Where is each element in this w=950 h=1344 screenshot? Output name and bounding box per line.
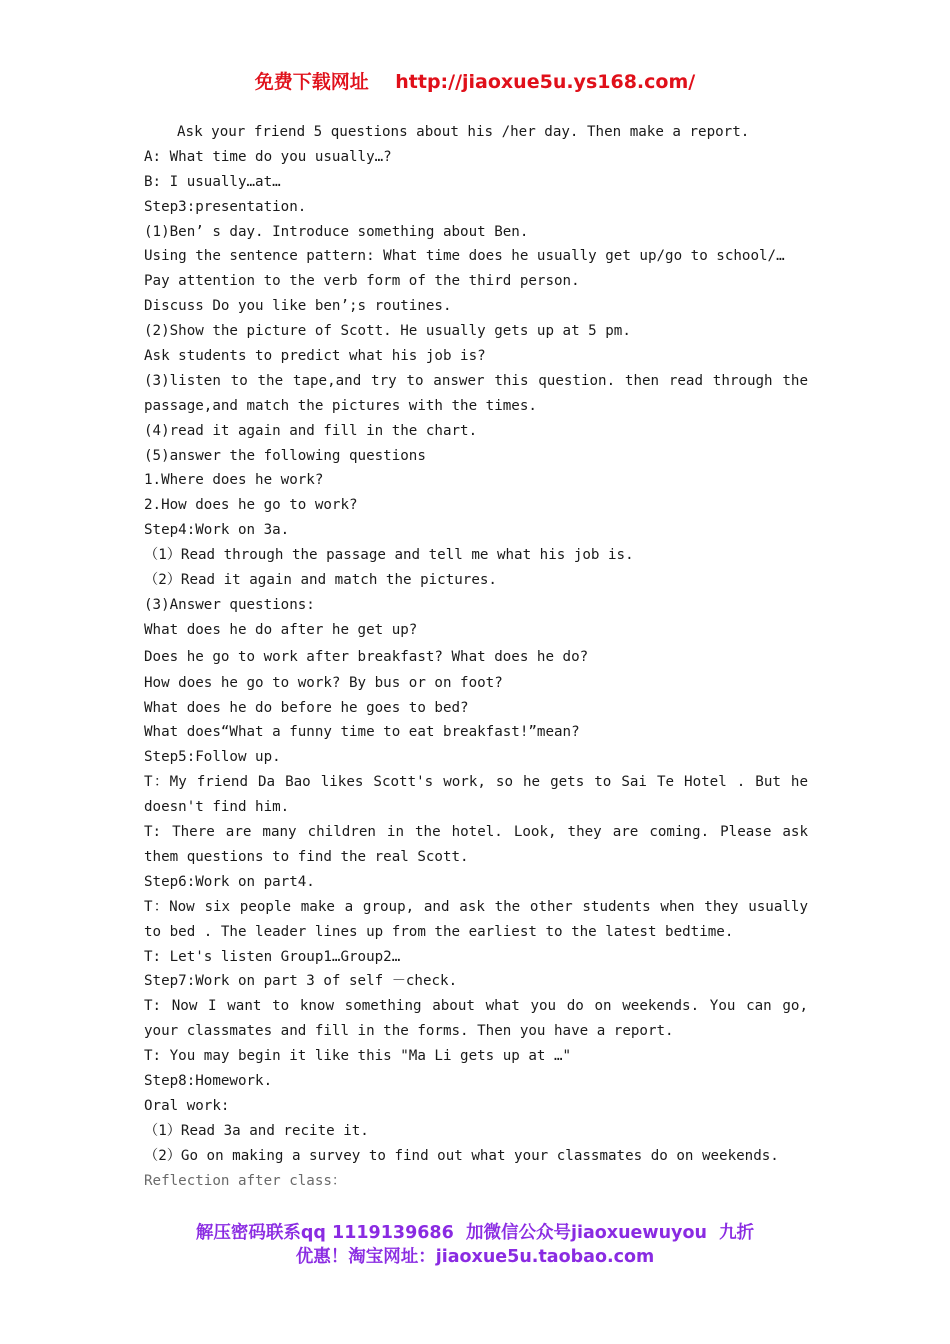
text-line: T: Let's listen Group1…Group2… [144,948,401,965]
text-line: B: I usually…at… [144,173,281,190]
text-line: Discuss Do you like ben’;s routines. [144,298,452,315]
footer-contact-line: 解压密码联系qq 1119139686 加微信公众号jiaoxuewuyou 九折 [195,1223,755,1243]
text-line: doesn't find him. [144,799,290,816]
text-line: Ask your friend 5 questions about his /her day. Then make a report. [177,124,750,140]
text-line: Does he go to work after breakfast? What does he do? [144,648,589,665]
text-line: your classmates and fill in the forms. Then you have a report. [144,1023,674,1040]
text-line: T: Now I want to know something about what you do on weekends. You can go, [144,998,808,1015]
text-line: Oral work: [144,1097,230,1114]
text-line: them questions to find the real Scott. [144,848,469,865]
text-line: T: You may begin it like this "Ma Li gets up at …" [144,1048,572,1065]
text-line: （2）Go on making a survey to find out what your classmates do on weekends. [144,1147,779,1164]
text-line: (1)Ben’ s day. Introduce something about Ben. [144,223,529,240]
text-line: （1）Read through the passage and tell me what his job is. [144,547,634,564]
text-line: (2)Show the picture of Scott. He usually gets up at 5 pm. [144,323,631,340]
text-line: (5)answer the following questions [144,447,426,464]
text-line: What does“What a funny time to eat breakfast!”mean? [144,724,580,741]
text-line: T：Now six people make a group, and ask the other students when they usually [144,898,808,915]
text-line: 1.Where does he work? [144,472,324,489]
footer-shop-link[interactable]: 优惠！淘宝网址：jiaoxue5u.taobao.com [295,1247,655,1267]
text-line: passage,and match the pictures with the times. [144,397,537,414]
text-line: T: There are many children in the hotel. Look, they are coming. Please ask [144,824,808,841]
text-line: T：My friend Da Bao likes Scott's work, so he gets to Sai Te Hotel . But he [144,774,808,791]
text-line: （1）Read 3a and recite it. [144,1122,369,1139]
text-line: Step6:Work on part4. [144,873,315,890]
text-line: Pay attention to the verb form of the third person. [144,273,580,290]
text-line: Step5:Follow up. [144,749,281,766]
text-line: to bed . The leader lines up from the earliest to the latest bedtime. [144,923,734,940]
text-line: What does he do before he goes to bed? [144,699,469,716]
text-line: （2）Read it again and match the pictures. [144,572,497,589]
text-line: (3)Answer questions: [144,596,315,613]
lesson-plan-body [144,120,808,1193]
text-line: Step8:Homework. [144,1072,273,1089]
text-line: Step3:presentation. [144,198,307,215]
text-line: Step7:Work on part 3 of self －check. [144,973,458,990]
header-download-link[interactable]: 免费下载网址 http://jiaoxue5u.ys168.com/ [254,71,696,93]
text-line: How does he go to work? By bus or on foot? [144,674,503,691]
text-line: (4)read it again and fill in the chart. [144,422,478,439]
text-line: (3)listen to the tape,and try to answer this question. then read through the [144,372,808,389]
text-line: Reflection after class： [144,1172,347,1189]
text-line: What does he do after he get up? [144,621,418,638]
text-line: A: What time do you usually…? [144,148,392,165]
text-line: Ask students to predict what his job is? [144,348,486,365]
text-line: Step4:Work on 3a. [144,522,290,539]
text-line: Using the sentence pattern: What time does he usually get up/go to school/… [144,248,785,265]
text-line: 2.How does he go to work? [144,497,358,514]
